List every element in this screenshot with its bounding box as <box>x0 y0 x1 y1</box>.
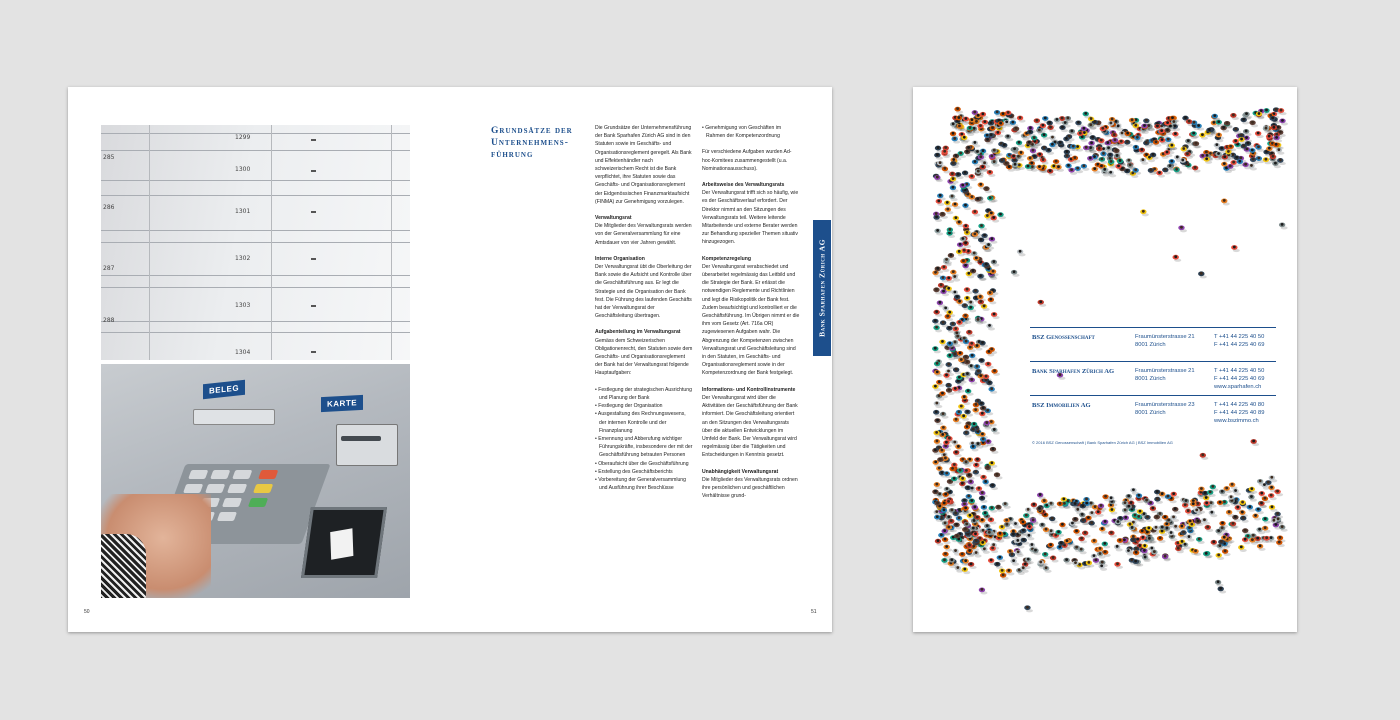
subheading: Arbeitsweise des Verwaltungsrats <box>702 182 785 189</box>
locker-number: 287 <box>103 265 115 272</box>
locker-number: 1304 <box>235 349 251 356</box>
locker-number: 1301 <box>235 208 251 215</box>
bullet-item: • Genehmigung von Geschäften im Rahmen der Kompetenzordnung <box>702 124 800 140</box>
paragraph: Der Verwaltungsrat verabschiedet und überarbeitet regelmässig das Leitbild und die Strategie der Bank. Er erlässt die notwendigen Reglemente und Richtlinien und legt die Risikopolitik der Bank fest. Zudem beaufsichtigt und kontrolliert er die Geschäftsführung. Im Übrigen nimmt er die ihm vom Gesetz (Art. 716a OR) zugewiesenen Aufgaben wahr. Die Abgrenzung der Kompetenzen zwischen Verwaltungsrat und Geschäftsleitung sind in den Statuten, im Geschäfts- und Organisationsreglement sowie in der Kompetenzordnung der Bank festgelegt. <box>702 263 800 377</box>
subheading: Interne Organisation <box>595 255 645 262</box>
safe-deposit-lockers-photo <box>101 125 410 360</box>
bullet-item: • Erstellung des Geschäftsberichts <box>595 468 693 476</box>
paragraph: Der Verwaltungsrat übt die Oberleitung der Bank sowie die Aufsicht und Kontrolle über die Geschäftsführung aus. Er legt die Strategie und die Organisation der Bank fest. Die Führung des laufenden Geschäfts hat der Verwaltungsrat der Geschäftsleitung übertragen. <box>595 264 692 320</box>
sleeve <box>101 534 146 598</box>
contact-table <box>1030 327 1276 445</box>
bullet-item: • Ernennung und Abberufung wichtiger Führungskräfte, insbesondere der mit der Geschäftsführung betrauten Personen <box>595 435 693 460</box>
contact-phones <box>1214 367 1264 391</box>
paragraph: Die Mitglieder des Verwaltungsrats werden von der Generalversammlung für eine Amtsdauer von vier Jahren gewählt. <box>595 223 692 246</box>
back-cover <box>913 87 1297 632</box>
section-heading <box>491 125 581 161</box>
atm-card-slot <box>301 507 387 578</box>
contact-row <box>1030 395 1276 429</box>
locker-number: 1303 <box>235 302 251 309</box>
side-tab <box>813 220 831 356</box>
paragraph: Der Verwaltungsrat trifft sich so häufig, wie es der Geschäftsverlauf erfordert. Der Direktor nimmt an den Sitzungen des Verwaltungsrats teil. Weitere leitende Mitarbeitende und externe Berater werden zur Behandlung spezieller Themen situativ hinzugezogen. <box>702 190 799 246</box>
contact-address <box>1135 401 1195 417</box>
contact-phones <box>1214 333 1264 349</box>
contact-phone: T +41 44 225 40 80 <box>1214 402 1265 408</box>
contact-phone: T +41 44 225 40 50 <box>1214 368 1265 374</box>
contact-city: 8001 Zürich <box>1135 376 1166 382</box>
contact-row <box>1030 361 1276 395</box>
contact-city: 8001 Zürich <box>1135 342 1166 348</box>
paragraph: Gemäss dem Schweizerischen Obligationenrecht, den Statuten sowie dem Geschäfts- und Organisationsreglement der Bank hat der Verwaltungsrat folgende Hauptaufgaben: <box>595 337 693 377</box>
copyright-notice: © 2016 BSZ Genossenschaft | Bank Sparhafen Zürich AG | BSZ Immobilien AG <box>1032 440 1173 445</box>
bullet-item: • Festlegung der Organisation <box>595 402 693 410</box>
locker-number: 1300 <box>235 166 251 173</box>
atm-sign-beleg: BELEG <box>203 380 245 399</box>
paragraph: Der Verwaltungsrat wird über die Aktivitäten der Geschäftsführung der Bank informiert. Die Geschäftsleitung orientiert an den Sitzungen des Verwaltungsrats über die aktuellen Entwicklungen im Umfeld der Bank. Der Verwaltungsrat wird regelmässig über die Tätigkeiten und Entscheidungen in Kenntnis gesetzt. <box>702 394 798 459</box>
section-heading-line: Grundsätze der <box>491 126 573 136</box>
contact-city: 8001 Zürich <box>1135 410 1166 416</box>
page-number-right: 51 <box>811 609 817 615</box>
paragraph: Für verschiedene Aufgaben wurden Ad-hoc-Komitees zusammengestellt (u.a. Nominationsausschuss). <box>702 149 792 172</box>
contact-fax: F +41 44 225 40 69 <box>1214 376 1265 382</box>
contact-street: Fraumünsterstrasse 23 <box>1135 402 1195 408</box>
subheading: Kompetenzregelung <box>702 255 751 262</box>
contact-phone: T +41 44 225 40 50 <box>1214 334 1265 340</box>
bullet-item: • Oberaufsicht über die Geschäftsführung <box>595 460 693 468</box>
contact-row <box>1030 327 1276 361</box>
bullet-item: • Festlegung der strategischen Ausrichtung und Planung der Bank <box>595 386 693 402</box>
contact-name: BSZ Genossenschaft <box>1032 334 1095 341</box>
locker-number: 1302 <box>235 255 251 262</box>
bullet-list <box>702 124 800 140</box>
text-column-1 <box>595 124 693 500</box>
bullet-item: • Ausgestaltung des Rechnungswesens, der internen Kontrolle und der Finanzplanung <box>595 410 693 435</box>
section-heading-line: führung <box>491 150 534 160</box>
contact-street: Fraumünsterstrasse 21 <box>1135 368 1195 374</box>
contact-address <box>1135 333 1195 349</box>
atm-keypad-photo <box>101 364 410 598</box>
contact-phones <box>1214 401 1264 425</box>
subheading: Informations- und Kontrollinstrumente <box>702 386 796 393</box>
contact-website-link[interactable]: www.bszimmo.ch <box>1214 418 1259 424</box>
bullet-list <box>595 386 693 493</box>
locker-number: 1299 <box>235 134 251 141</box>
contact-address <box>1135 367 1195 383</box>
page-number-left: 50 <box>84 609 90 615</box>
paragraph: Die Grundsätze der Unternehmensführung der Bank Sparhafen Zürich AG sind in den Statuten sowie im Geschäfts- und Organisationsreglement geregelt. Als Bank und Effektenhändler nach schweizerischem Recht ist die Bank verpflichtet, ihre Statuten sowie das Geschäfts- und Organisationsreglement der Eidgenössischen Finanzmarktaufsicht (FINMA) zur Genehmigung vorzulegen. <box>595 125 692 205</box>
locker-number: 285 <box>103 154 115 161</box>
subheading: Verwaltungsrat <box>595 215 632 222</box>
locker-number: 286 <box>103 204 115 211</box>
brochure-spread <box>68 87 832 632</box>
paragraph: Die Mitglieder des Verwaltungsrats ordnen ihre persönlichen und geschäftlichen Verhältnisse grund- <box>702 476 798 500</box>
subheading: Unabhängigkeit Verwaltungsrat <box>702 468 779 475</box>
contact-name: BSZ Immobilien AG <box>1032 402 1091 409</box>
contact-website-link[interactable]: www.sparhafen.ch <box>1214 384 1262 390</box>
contact-fax: F +41 44 225 40 69 <box>1214 342 1265 348</box>
bullet-item: • Vorbereitung der Generalversammlung und Ausführung ihrer Beschlüsse <box>595 476 693 492</box>
text-column-2 <box>702 124 800 508</box>
locker-number: 288 <box>103 317 115 324</box>
atm-sign-karte: KARTE <box>321 395 363 412</box>
contact-name: Bank Sparhafen Zürich AG <box>1032 368 1115 375</box>
contact-fax: F +41 44 225 40 89 <box>1214 410 1265 416</box>
section-heading-line: Unternehmens- <box>491 138 569 148</box>
subheading: Aufgabenteilung im Verwaltungsrat <box>595 329 681 336</box>
side-tab-label: Bank Sparhafen Zürich AG <box>817 239 827 337</box>
contact-street: Fraumünsterstrasse 21 <box>1135 334 1195 340</box>
